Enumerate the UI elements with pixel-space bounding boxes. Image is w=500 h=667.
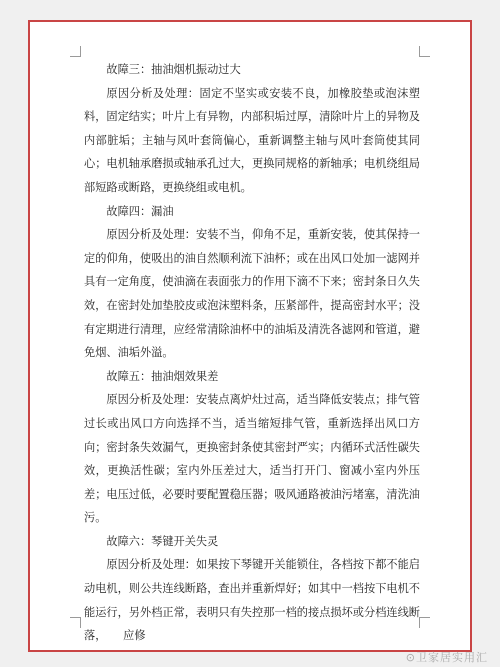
fault-6-analysis: 原因分析及处理：如果按下琴键开关能锁住，各档按下都不能启动电机，则公共连线断路，查出并重新焊好；如其中一档按下电机不能运行，另外档正常，表明只有失控那一档的接点损坏或分档连线断落， 应修 bbox=[84, 558, 420, 643]
fault-5-heading: 故障五：抽油烟效果差 bbox=[106, 369, 219, 383]
fault-6-heading: 故障六：琴键开关失灵 bbox=[106, 534, 219, 548]
fault-5-analysis: 原因分析及处理：安装点离炉灶过高，适当降低安装点；排气管过长或出风口方向选择不当，适当缩短排气管，重新选择出风口方向；密封条失效漏气，更换密封条使其密封严实；内循环式活性碳失效，更换活性碳；室内外压差过大，适当打开门、窗减小室内外压差；电压过低，必要时要配置稳压器；吸风通路被油污堵塞，清洗油污。 bbox=[84, 393, 420, 525]
fault-4-heading: 故障四：漏油 bbox=[106, 204, 174, 218]
fault-3-analysis: 原因分析及处理：固定不坚实或安装不良，加橡胶垫或泡沫塑料，固定结实；叶片上有异物，内部积垢过厚，清除叶片上的异物及内部脏垢；主轴与风叶套筒偏心，重新调整主轴与风叶套筒使其同心；电机轴承磨损或轴承孔过大，更换同规格的新轴承；电机绕组局部短路或断路，更换绕组或电机。 bbox=[84, 86, 420, 194]
fault-3-heading: 故障三：抽油烟机振动过大 bbox=[106, 63, 241, 76]
margin-corner-mark bbox=[70, 46, 81, 57]
watermark: ⊙卫家居实用汇 bbox=[405, 651, 488, 664]
document-body bbox=[84, 58, 420, 648]
margin-corner-mark bbox=[419, 46, 430, 57]
fault-4-analysis: 原因分析及处理：安装不当，仰角不足，重新安装，使其保持一定的仰角，使吸出的油自然顺利流下油杯；或在出风口处加一滤网并具有一定角度，使油滴在表面张力的作用下滴不下来；密封条日久失效，在密封处加垫胶皮或泡沫塑料条，压紧部件，提高密封水平；没有定期进行清理，应经常清除油杯中的油垢及清洗各滤网和管道，避免烟、油垢外溢。 bbox=[84, 228, 420, 360]
document-page bbox=[28, 20, 472, 652]
margin-corner-mark bbox=[419, 617, 430, 628]
margin-corner-mark bbox=[70, 617, 81, 628]
